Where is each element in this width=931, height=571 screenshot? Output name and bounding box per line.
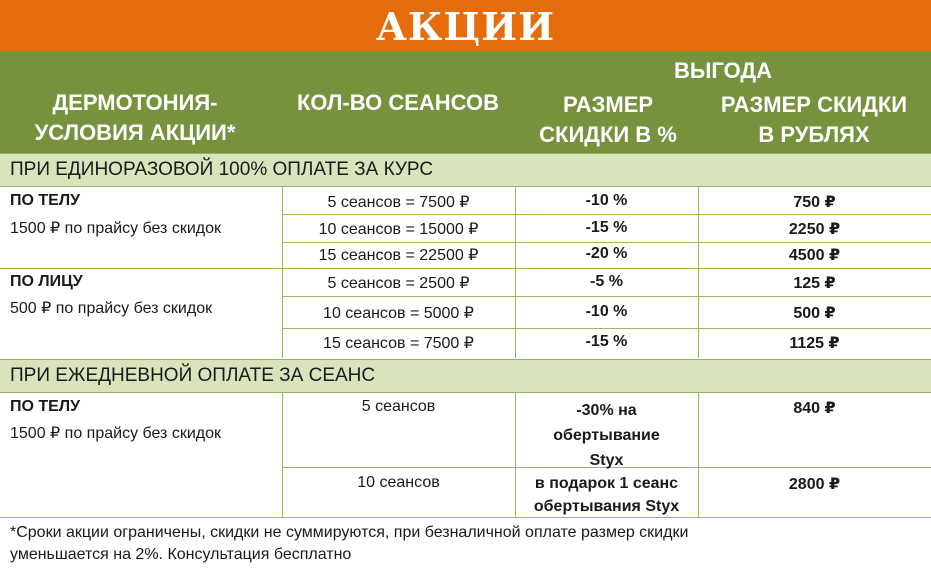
rubles-cell: 2800 ₽ <box>788 476 841 493</box>
row-divider <box>0 268 931 269</box>
group-name: ПО ЛИЦУ <box>10 273 83 290</box>
sessions-cell: 5 сеансов = 7500 ₽ <box>327 194 470 211</box>
title-bar <box>0 0 931 52</box>
row-divider <box>282 214 931 215</box>
header-conditions: ДЕРМОТОНИЯ- УСЛОВИЯ АКЦИИ* <box>34 90 236 145</box>
footer-line: *Сроки акции ограничены, скидки не суммируются, при безналичной оплате размер скидки <box>10 524 689 541</box>
header-sessions: КОЛ-ВО СЕАНСОВ <box>297 90 499 115</box>
row-divider <box>282 296 931 297</box>
sessions-cell: 10 сеансов <box>357 474 440 491</box>
header-percent: РАЗМЕР СКИДКИ В % <box>539 92 677 147</box>
section-title: ПРИ ЕЖЕДНЕВНОЙ ОПЛАТЕ ЗА СЕАНС <box>10 365 376 386</box>
footer-line: уменьшается на 2%. Консультация бесплатно <box>10 546 352 563</box>
rubles-cell: 1125 ₽ <box>789 335 840 352</box>
percent-cell: -10 % <box>585 303 628 320</box>
row-divider <box>282 328 931 329</box>
sessions-cell: 15 сеансов = 7500 ₽ <box>323 335 474 352</box>
header-benefit: ВЫГОДА <box>674 58 772 83</box>
sessions-cell: 5 сеансов <box>361 398 436 415</box>
percent-cell: -20 % <box>585 245 628 262</box>
footer-note <box>10 522 910 566</box>
group-name: ПО ТЕЛУ <box>10 192 81 209</box>
rubles-cell: 840 ₽ <box>793 400 836 417</box>
percent-cell: -5 % <box>590 273 623 290</box>
percent-cell: -10 % <box>585 192 628 209</box>
percent-cell: -15 % <box>585 219 628 236</box>
sessions-cell: 10 сеансов = 5000 ₽ <box>323 305 474 322</box>
rubles-cell: 125 ₽ <box>793 275 836 292</box>
section-title: ПРИ ЕДИНОРАЗОВОЙ 100% ОПЛАТЕ ЗА КУРС <box>10 159 434 180</box>
percent-cell: -30% на обертывание Styx <box>553 402 660 469</box>
group-price: 500 ₽ по прайсу без скидок <box>10 300 213 317</box>
sessions-cell: 15 сеансов = 22500 ₽ <box>318 247 479 264</box>
rubles-cell: 4500 ₽ <box>788 247 841 264</box>
sessions-cell: 5 сеансов = 2500 ₽ <box>327 275 470 292</box>
row-divider <box>0 517 931 518</box>
section-daily-payment <box>0 359 931 393</box>
group-price: 1500 ₽ по прайсу без скидок <box>10 220 221 237</box>
row-divider <box>282 242 931 243</box>
page-title: АКЦИИ <box>375 3 556 49</box>
table-header <box>0 52 931 153</box>
rubles-cell: 750 ₽ <box>793 194 836 211</box>
section-one-time-payment <box>0 153 931 187</box>
group-price: 1500 ₽ по прайсу без скидок <box>10 425 221 442</box>
section2-table <box>0 392 931 518</box>
percent-cell: в подарок 1 сеанс обертывания Styx <box>533 475 680 515</box>
section1-table <box>0 186 931 358</box>
rubles-cell: 2250 ₽ <box>788 221 841 238</box>
header-rubles: РАЗМЕР СКИДКИ В РУБЛЯХ <box>720 92 908 147</box>
rubles-cell: 500 ₽ <box>793 305 836 322</box>
sessions-cell: 10 сеансов = 15000 ₽ <box>318 221 479 238</box>
group-name: ПО ТЕЛУ <box>10 398 81 415</box>
percent-cell: -15 % <box>585 333 628 350</box>
